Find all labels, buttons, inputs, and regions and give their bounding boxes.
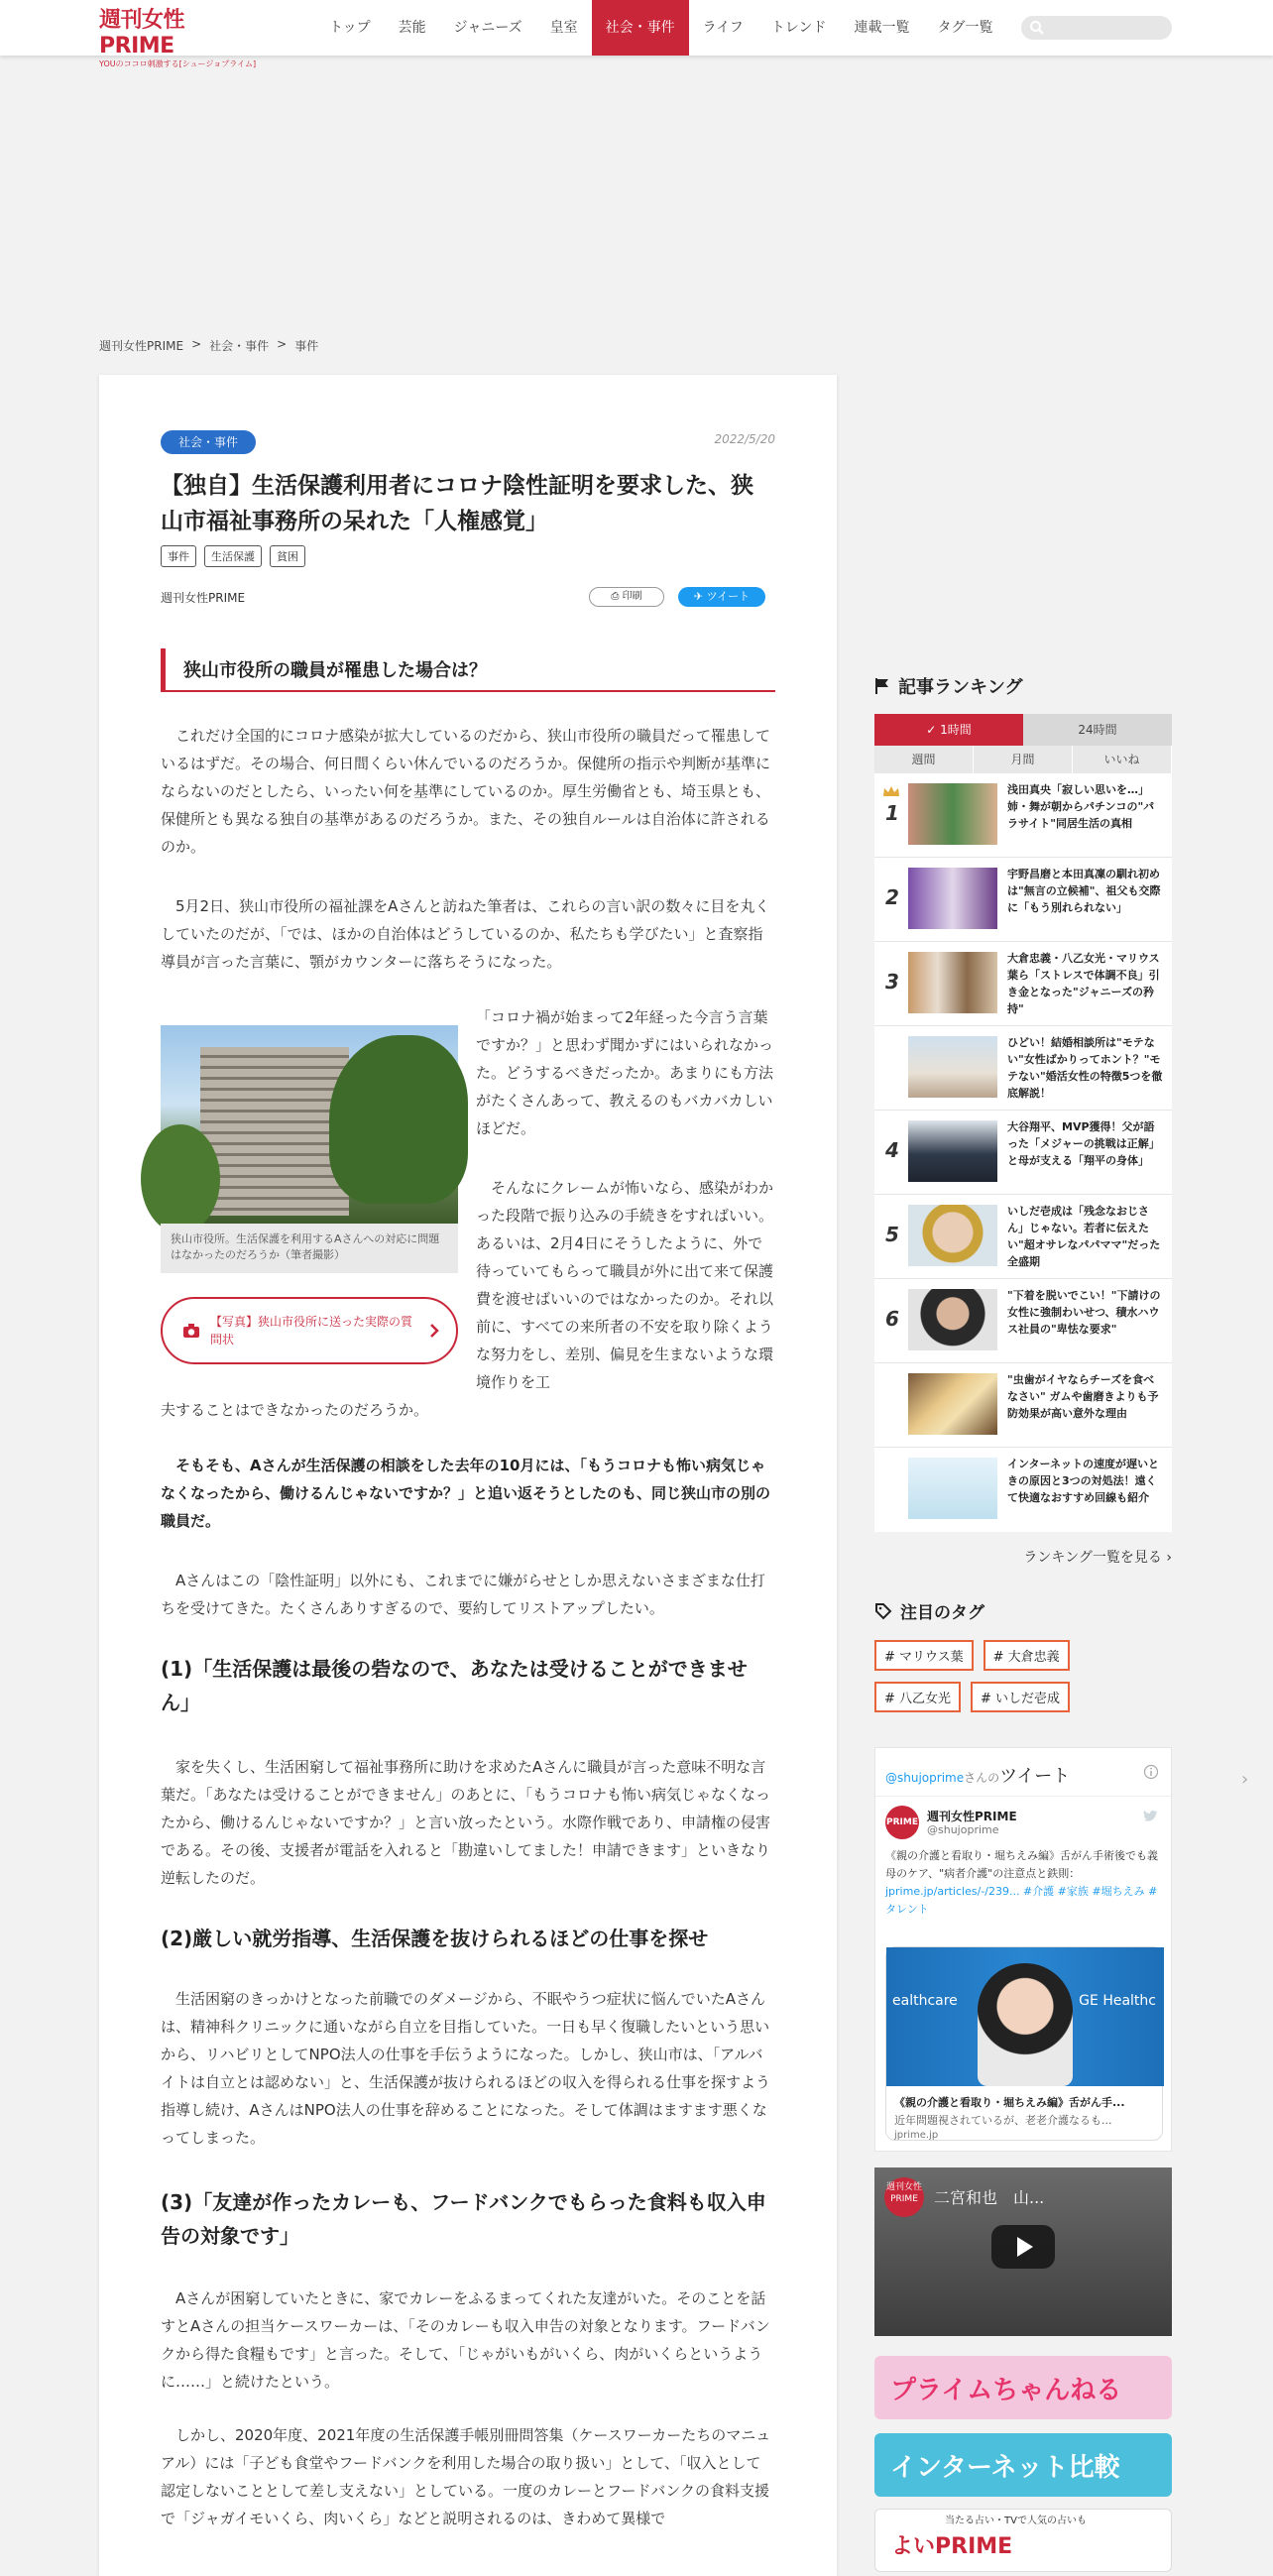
nav-society[interactable]: 社会・事件	[592, 0, 689, 56]
nav-life[interactable]: ライフ	[702, 20, 744, 36]
nav-tags[interactable]: タグ一覧	[937, 20, 993, 36]
banner-text: よいPRIME	[891, 2534, 1013, 2559]
paragraph-1: これだけ全国的にコロナ感染が拡大しているのだから、狭山市役所の職員だって罹患しているはずだ。その場合、何日間くらい休んでいるのだろうか。保健所の指示や判断が基準にならないのだとしたら、いったい何を基準にしているのか。厚生労働省とも、埼玉県とも、保健所とも異なる独自の基準があるのだろうか。また、その独自ルールは自治体に許されるのか。	[161, 727, 771, 856]
tab-monthly[interactable]: 月間	[974, 746, 1073, 773]
paragraph-4: そんなにクレームが怖いなら、感染がわかった段階で振り込みの手続きをすればいい。あるいは、2月4日にそうしたように、外で待っていてもらって職員が外に出て来て保護費を渡せばいいのではなかったのか。それ以前に、すべての来所者の不安を取り除くような努力をし、差別、偏見を生まないような環境作りを工	[476, 1179, 774, 1391]
ranking-thumbnail	[908, 1373, 997, 1435]
card-title: 《親の介護と看取り・堀ちえみ編》舌がん手...	[894, 2096, 1125, 2109]
ranking-thumbnail	[908, 868, 997, 929]
paragraph-2: 5月2日、狭山市役所の福祉課をAさんと訪ねた筆者は、これらの言い訳の数々に目を丸くしていたのだが、「では、ほかの自治体はどうしているのか、私たちも学びたい」と査察指導員が言った言葉に、顎がカウンターに落ちそうになった。	[161, 897, 770, 971]
ranking-title: 大倉忠義・八乙女光・マリウス葉ら「ストレスで体調不良」引き金となった"ジャニーズの矜持"	[1007, 952, 1160, 1015]
ranking-title: "下着を脱いでこい！"下請けの女性に強制わいせつ、積水ハウス社員の"卑怯な要求"	[1007, 1289, 1161, 1336]
paragraph-7: 家を失くし、生活困窮して福祉事務所に助けを求めたAさんに職員が言った意味不明な言葉だ。「あなたは受けることができません」のあとに、「もうコロナも怖い病気じゃなくなったから、働けるんじゃないですか？」と言い放ったという。水際作戦であり、申請権の侵害である。その後、支援者が電話を入れると「勘違いしてました！申請できます」といきなり逆転したのだ。	[161, 1758, 771, 1887]
print-label: 印刷	[622, 591, 642, 602]
site-header	[0, 0, 1273, 68]
breadcrumb-home[interactable]: 週刊女性PRIME	[99, 339, 184, 353]
banner-fortune[interactable]	[874, 2509, 1172, 2572]
tags-row	[874, 1640, 1070, 1671]
share-buttons	[589, 587, 765, 607]
ad-space	[0, 56, 1273, 333]
ranking-thumbnail	[908, 783, 997, 845]
ranking-more-link[interactable]	[874, 1547, 1172, 1567]
chevron-right-icon[interactable]: ›	[1241, 1769, 1249, 1790]
article-tags	[161, 545, 305, 567]
paragraph-8: 生活困窮のきっかけとなった前職でのダメージから、不眠やうつ症状に悩んでいたAさんは、精神科クリニックに通いながら自立を目指していた。一日も早く復職したいという思いから、リハビリとしてNPO法人の仕事を手伝うようになった。しかし、狭山市は、「アルバイトは自立とは認めない」と、生活保護が抜けられるほどの収入を得られる仕事を探すよう指導し続け、AさんはNPO法人の仕事を辞めることになった。そして体調はますます悪くなってしまった。	[161, 1990, 771, 2147]
ranking-title: ひどい！結婚相談所は"モテない"女性ばかりってホント？"モテない"婚活女性の特徴5つを徹底解説！	[1007, 1036, 1163, 1100]
nav-top[interactable]: トップ	[329, 20, 371, 36]
main-nav	[315, 0, 1006, 56]
ranking-title: 浅田真央「寂しい思いを…」姉・舞が朝からパチンコの"パラサイト"同居生活の真相	[1007, 783, 1155, 830]
ranking-list	[874, 773, 1172, 1532]
tag-poverty[interactable]: 貧困	[270, 545, 305, 567]
nav-imperial[interactable]: 皇室	[549, 20, 578, 36]
tweet-card[interactable]	[885, 1946, 1163, 2141]
account-handle[interactable]: @shujoprime	[927, 1823, 999, 1836]
ranking-thumbnail	[908, 952, 997, 1013]
account-name[interactable]: 週刊女性PRIME	[927, 1810, 1017, 1823]
tag-yaotome[interactable]: # 八乙女光	[874, 1682, 961, 1712]
tags-row	[874, 1682, 1070, 1712]
rank-number: 4	[885, 1138, 899, 1162]
nav-entertainment[interactable]: 芸能	[398, 20, 426, 36]
subheading-2: (2)厳しい就労指導、生活保護を抜けられるほどの仕事を探せ	[161, 1927, 709, 1950]
tweet-card-image	[886, 1947, 1164, 2086]
article-card	[99, 375, 837, 2576]
ranking-item[interactable]	[874, 858, 1172, 942]
channel-logo: 週刊女性PRIME	[884, 2177, 924, 2217]
video-title: 二宮和也 山...	[934, 2188, 1045, 2207]
play-icon[interactable]	[991, 2225, 1055, 2269]
photo-tree	[329, 1035, 468, 1204]
banner-subtext: 当たる占い・TVで人気の占いも	[945, 2516, 1087, 2526]
timeline-handle-suffix: さんの	[964, 1771, 1000, 1785]
rank-number: 2	[885, 885, 899, 909]
ranking-title: 大谷翔平、MVP獲得！父が語った「メジャーの挑戦は正解」と母が支える「翔平の身体」	[1007, 1120, 1160, 1167]
chevron-right-icon	[428, 1323, 440, 1339]
timeline-title: ツイート	[999, 1766, 1071, 1787]
ranking-heading	[874, 674, 1172, 698]
article-photo[interactable]	[161, 1025, 458, 1224]
card-description: 近年問題視されているが、老老介護なるも...	[894, 2114, 1112, 2127]
info-icon[interactable]	[1143, 1764, 1159, 1780]
tab-24hour[interactable]: 24時間	[1023, 714, 1172, 746]
tag-icon	[874, 1602, 892, 1620]
camera-icon	[182, 1323, 200, 1339]
tag-marius[interactable]: # マリウス葉	[874, 1640, 974, 1671]
card-image-text: GE Healthc	[1079, 1993, 1156, 2009]
tag-ishida[interactable]: # いしだ壱成	[971, 1682, 1070, 1712]
timeline-handle[interactable]: @shujoprime	[885, 1771, 965, 1785]
tab-weekly[interactable]: 週間	[874, 746, 974, 773]
tags-title: 注目のタグ	[900, 1603, 984, 1623]
ranking-thumbnail	[908, 1120, 997, 1182]
logo-text: 週刊女性PRIME	[99, 8, 185, 59]
tweet-label: ツイート	[706, 590, 751, 603]
card-portrait	[978, 1963, 1073, 2086]
ranking-title: 宇野昌磨と本田真凜の馴れ初めは"無言の立候補"、祖父も交際に「もう別れられない」	[1007, 868, 1161, 914]
tags-heading	[874, 1598, 984, 1623]
tweet-button[interactable]	[678, 587, 765, 607]
rank-number: 6	[885, 1307, 899, 1331]
tweet-hashtags[interactable]: #介護 #家族 #堀ちえみ #タレント	[885, 1885, 1158, 1916]
tag-okura[interactable]: # 大倉忠義	[984, 1640, 1070, 1671]
search-icon[interactable]	[1029, 20, 1045, 36]
search-input[interactable]	[1049, 18, 1166, 38]
paragraph-10: しかし、2020年度、2021年度の生活保護手帳別冊問答集（ケースワーカーたちのマニュアル）には「子ども食堂やフードバンクを利用した場合の取り扱い」として、「収入として認定しないこととして差し支えない」としている。一度のカレーとフードバンクの食料支援で「ジャガイモいくら、肉いくら」などと説明されるのは、きわめて異様で	[161, 2426, 771, 2527]
ranking-title: インターネットの速度が遅いときの原因と3つの対処法！遠くて快適なおすすめ回線も紹介	[1007, 1458, 1160, 1504]
tab-likes[interactable]: いいね	[1073, 746, 1172, 773]
ranking-item[interactable]	[874, 1448, 1172, 1532]
print-button[interactable]	[589, 587, 664, 607]
tab-1hour-label: 1時間	[940, 723, 972, 737]
photo-gallery-link[interactable]	[161, 1297, 458, 1364]
ranking-title: "虫歯がイヤならチーズを食べなさい" ガムや歯磨きよりも予防効果が高い意外な理由	[1007, 1373, 1159, 1420]
tab-1hour[interactable]: ✓ 1時間	[874, 714, 1023, 746]
rank-number: 3	[885, 970, 899, 994]
video-embed[interactable]	[874, 2167, 1172, 2336]
chevron-right-icon: ›	[1166, 1550, 1172, 1566]
category-badge[interactable]: 社会・事件	[161, 430, 256, 454]
banner-text: プライムちゃんねる	[890, 2376, 1122, 2405]
breadcrumb-subcategory[interactable]: 事件	[294, 339, 319, 353]
avatar[interactable]: PRIME	[885, 1806, 919, 1839]
paragraph-6: Aさんはこの「陰性証明」以外にも、これまでに嫌がらせとしか思えないさまざまな仕打ちを受けてきた。たくさんありすぎるので、要約してリストアップしたい。	[161, 1572, 765, 1617]
ranking-item[interactable]	[874, 1026, 1172, 1111]
flag-icon	[874, 677, 890, 695]
subheading-3: (3)「友達が作ったカレーも、フードバンクでもらった食料も収入申告の対象です」	[161, 2190, 766, 2248]
logo-tagline: YOUのココロ刺激する[シュージョプライム]	[99, 59, 257, 68]
twitter-bird-icon	[1143, 1810, 1159, 1823]
article-title: 【独自】生活保護利用者にコロナ陰性証明を要求した、狭山市福祉事務所の呆れた「人権感覚」	[161, 473, 753, 534]
breadcrumb-separator: >	[277, 337, 288, 351]
ranking-thumbnail	[908, 1289, 997, 1350]
printer-icon: ⎙	[611, 591, 623, 602]
rank-number: 1	[885, 801, 899, 825]
ranking-item[interactable]	[874, 1111, 1172, 1195]
ranking-item[interactable]	[874, 1279, 1172, 1363]
ranking-title: 記事ランキング	[898, 677, 1023, 698]
search-box	[1021, 16, 1172, 40]
banner-text: インターネット比較	[890, 2453, 1120, 2483]
ranking-thumbnail	[908, 1205, 997, 1266]
divider	[875, 1796, 1173, 1797]
ranking-item[interactable]	[874, 942, 1172, 1026]
photo-tree	[141, 1124, 220, 1233]
ranking-tabs	[874, 714, 1172, 746]
paragraph-5: そもそも、Aさんが生活保護の相談をした去年の10月には、「もうコロナも怖い病気じゃなくなったから、働けるんじゃないですか？」と追い返そうとしたのも、同じ狭山市の別の職員だ。	[161, 1457, 771, 1530]
ranking-thumbnail	[908, 1458, 997, 1519]
ranking-thumbnail	[908, 1036, 997, 1098]
breadcrumb-separator: >	[191, 337, 202, 351]
article-date: 2022/5/20	[714, 432, 775, 446]
ranking-more-label: ランキング一覧を見る	[1023, 1550, 1162, 1566]
ranking-title: いしだ壱成は「残念なおじさん」じゃない。若者に伝えたい"超オサレなパパママ"だった全盛期	[1007, 1205, 1161, 1268]
tweet-text	[885, 1847, 1163, 1919]
site-logo[interactable]	[99, 8, 258, 68]
nav-series[interactable]: 連載一覧	[854, 20, 910, 36]
nav-trend[interactable]: トレンド	[770, 20, 827, 36]
ranking-item[interactable]	[874, 1195, 1172, 1279]
article-author: 週刊女性PRIME	[161, 591, 246, 605]
section-heading: 狭山市役所の職員が罹患した場合は？	[161, 648, 775, 692]
paragraph-4-cont: 夫することはできなかったのだろうか。	[161, 1401, 429, 1419]
nav-johnnys[interactable]: ジャニーズ	[453, 20, 522, 36]
photo-caption: 狭山市役所。生活保護を利用するAさんへの対応に問題はなかったのだろうか（筆者撮影）	[161, 1224, 458, 1273]
breadcrumb	[99, 337, 318, 354]
twitter-bird-icon: ✈	[693, 590, 707, 603]
card-image-text: ealthcare	[892, 1993, 958, 2009]
ranking-item[interactable]	[874, 773, 1172, 858]
ranking-subtabs	[874, 746, 1172, 773]
crown-icon	[882, 785, 900, 797]
rank-number: 5	[885, 1223, 899, 1246]
twitter-timeline	[874, 1747, 1172, 2152]
subheading-1: (1)「生活保護は最後の砦なので、あなたは受けることができません」	[161, 1657, 748, 1714]
tag-welfare[interactable]: 生活保護	[204, 545, 262, 567]
tweet-body: 《親の介護と看取り・堀ちえみ編》舌がん手術後でも義母のケア、"病者介護"の注意点と鉄則：	[885, 1849, 1158, 1880]
tweet-link[interactable]: jprime.jp/articles/-/239...	[885, 1885, 1020, 1898]
card-domain: jprime.jp	[894, 2130, 939, 2141]
paragraph-3: 「コロナ禍が始まって2年経った今言う言葉ですか？」と思わず聞かずにはいられなかった。どうするべきだったか。あまりにも方法がたくさんあって、教えるのもバカバカしいほどだ。	[476, 1008, 774, 1137]
photo-link-label: 【写真】狭山市役所に送った実際の質問状	[210, 1315, 413, 1347]
breadcrumb-category[interactable]: 社会・事件	[209, 339, 270, 353]
banner-internet-compare[interactable]	[874, 2433, 1172, 2497]
timeline-header	[885, 1762, 1070, 1788]
banner-prime-channel[interactable]	[874, 2356, 1172, 2419]
paragraph-9: Aさんが困窮していたときに、家でカレーをふるまってくれた友達がいた。そのことを話すとAさんの担当ケースワーカーは、「そのカレーも収入申告の対象となります。フードバンクから得た食糧もです」と言った。そして、「じゃがいもがいくら、肉がいくらというように……」と続けたという。	[161, 2289, 770, 2391]
tag-incident[interactable]: 事件	[161, 545, 196, 567]
ranking-item[interactable]	[874, 1363, 1172, 1448]
photo-building	[200, 1047, 349, 1216]
